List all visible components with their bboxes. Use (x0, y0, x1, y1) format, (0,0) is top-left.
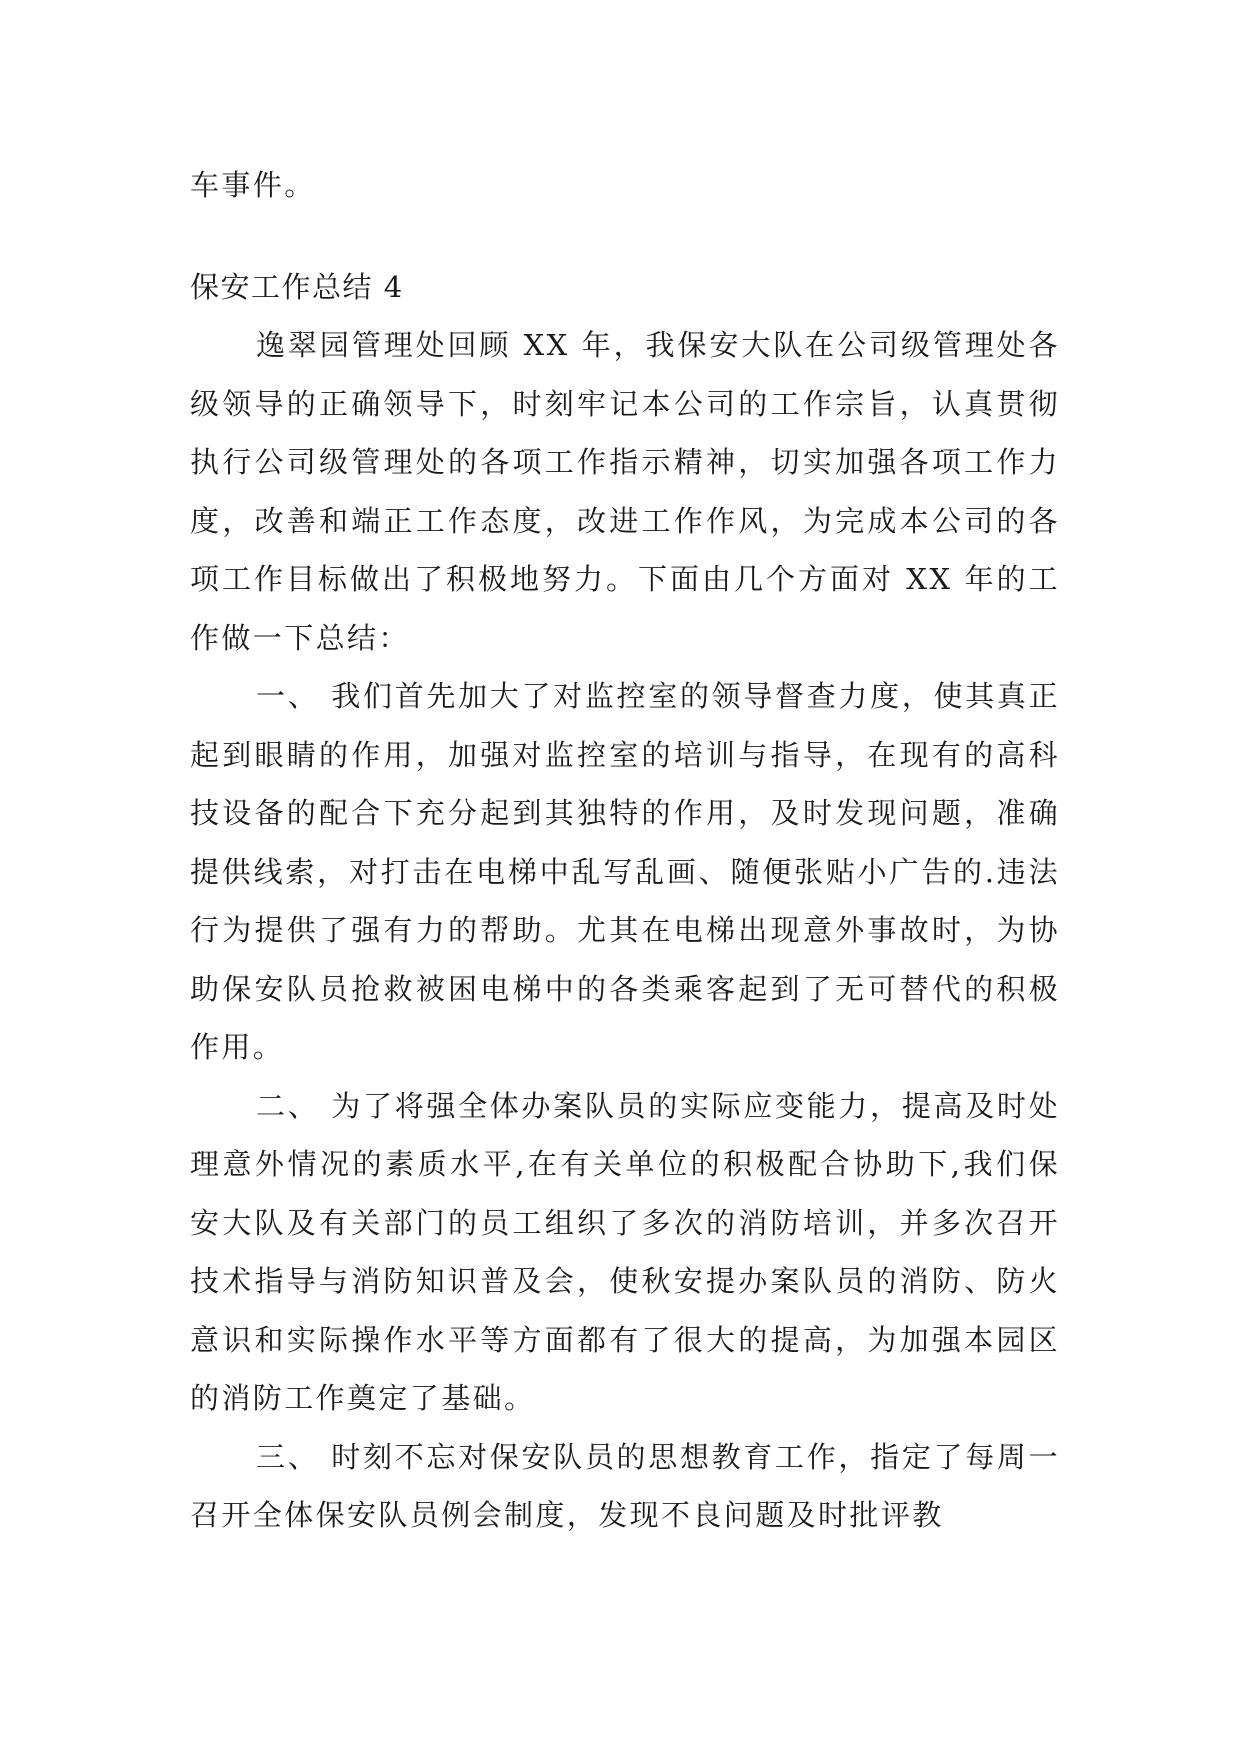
intro-paragraph: 逸翠园管理处回顾 XX 年，我保安大队在公司级管理处各级领导的正确领导下，时刻牢记本公司的工作宗旨，认真贯彻执行公司级管理处的各项工作指示精神，切实加强各项工作力度，改善和端正工作态度，改进工作作风，为完成本公司的各项工作目标做出了积极地努力。下面由几个方面对 XX 年的工作做一下总结： (190, 328, 1060, 655)
section-heading: 保安工作总结 4 (190, 269, 404, 304)
item-three-paragraph: 三、 时刻不忘对保安队员的思想教育工作，指定了每周一召开全体保安队员例会制度，发现不良问题及时批评教 (190, 1439, 1060, 1532)
item-two-paragraph: 二、 为了将强全体办案队员的实际应变能力，提高及时处理意外情况的素质水平,在有关单位的积极配合协助下,我们保安大队及有关部门的员工组织了多次的消防培训，并多次召开技术指导与消防知识普及会，使秋安提办案队员的消防、防火意识和实际操作水平等方面都有了很大的提高，为加强本园区的消防工作奠定了基础。 (190, 1088, 1060, 1415)
continuation-text: 车事件。 (190, 168, 316, 202)
item-one-paragraph: 一、 我们首先加大了对监控室的领导督查力度，使其真正起到眼睛的作用，加强对监控室的培训与指导，在现有的高科技设备的配合下充分起到其独特的作用，及时发现问题，准确提供线索，对打击在电梯中乱写乱画、随便张贴小广告的.违法行为提供了强有力的帮助。尤其在电梯出现意外事故时，为协助保安队员抢救被困电梯中的各类乘客起到了无可替代的积极作用。 (190, 679, 1060, 1064)
document-body (190, 156, 1060, 1545)
